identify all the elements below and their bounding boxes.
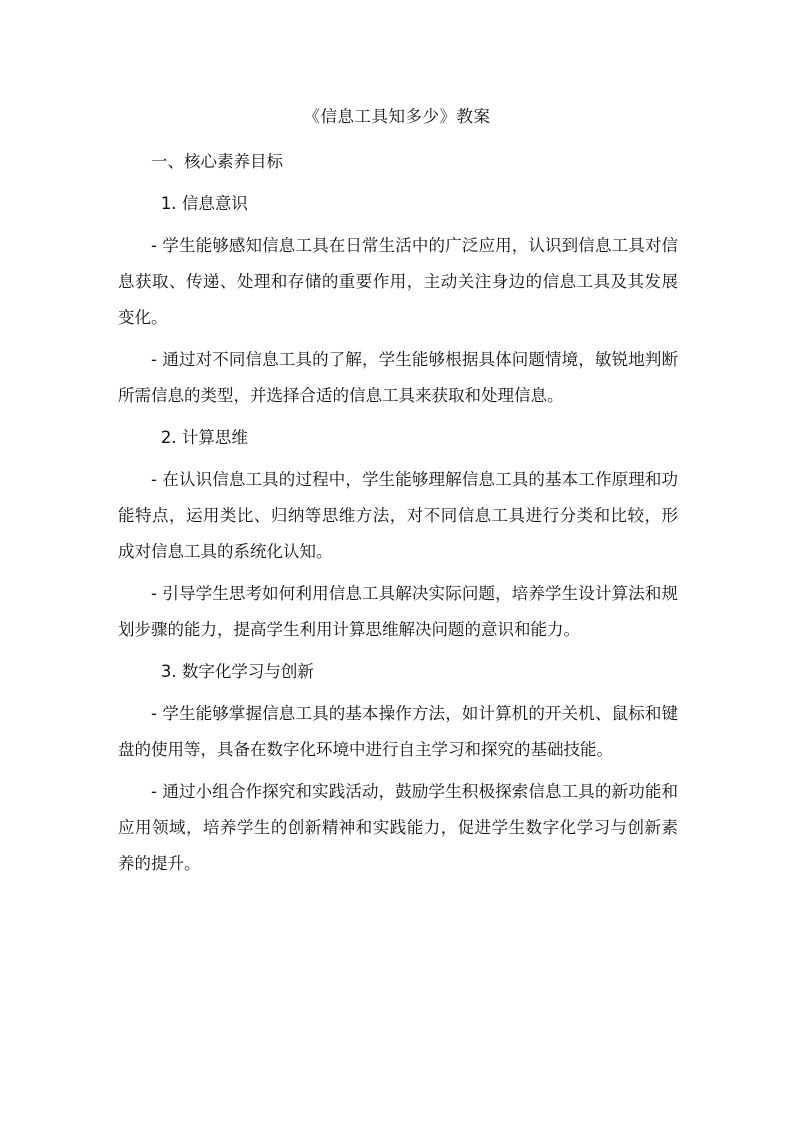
subsection-heading-1: 1. 信息意识 — [160, 194, 248, 213]
document-title: 《信息工具知多少》教案 — [303, 107, 491, 126]
paragraph-1-1: - 学生能够感知信息工具在日常生活中的广泛应用，认识到信息工具对信息获取、传递、处理和存储的重要作用，主动关注身边的信息工具及其发展变化。 — [118, 236, 678, 327]
document-body — [118, 144, 678, 888]
paragraph-3-1: - 学生能够掌握信息工具的基本操作方法，如计算机的开关机、鼠标和键盘的使用等，具备在数字化环境中进行自主学习和探究的基础技能。 — [118, 704, 678, 759]
subsection-heading-2: 2. 计算思维 — [160, 428, 248, 447]
paragraph-2-1: - 在认识信息工具的过程中，学生能够理解信息工具的基本工作原理和功能特点，运用类比、归纳等思维方法，对不同信息工具进行分类和比较，形成对信息工具的系统化认知。 — [118, 470, 678, 561]
subsection-heading-3: 3. 数字化学习与创新 — [160, 662, 314, 681]
paragraph-3-2: - 通过小组合作探究和实践活动，鼓励学生积极探索信息工具的新功能和应用领域，培养学生的创新精神和实践能力，促进学生数字化学习与创新素养的提升。 — [118, 782, 678, 873]
paragraph-1-2: - 通过对不同信息工具的了解，学生能够根据具体问题情境，敏锐地判断所需信息的类型，并选择合适的信息工具来获取和处理信息。 — [118, 350, 678, 405]
paragraph-2-2: - 引导学生思考如何利用信息工具解决实际问题，培养学生设计算法和规划步骤的能力，提高学生利用计算思维解决问题的意识和能力。 — [118, 584, 678, 639]
section-heading: 一、核心素养目标 — [151, 152, 283, 171]
